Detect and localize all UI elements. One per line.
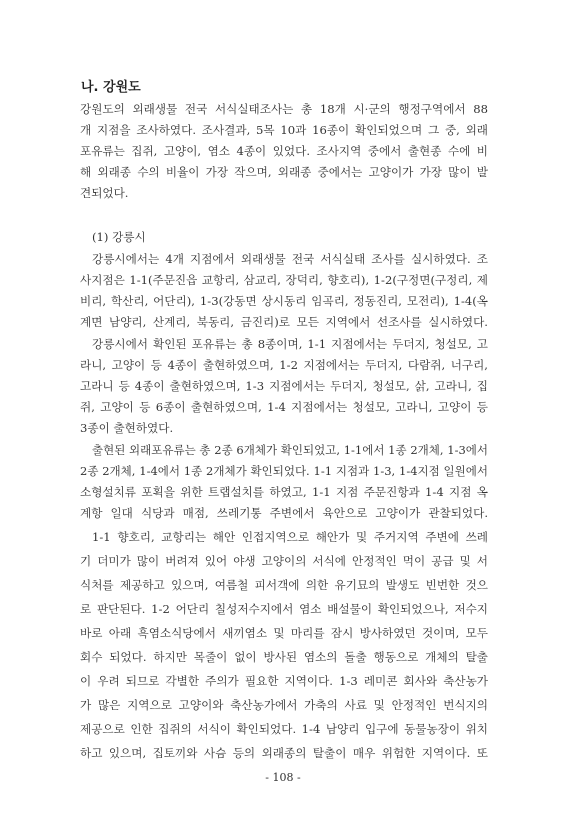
section-heading: 나. 강원도 bbox=[81, 80, 141, 95]
paragraph3-line-4: 계항 일대 식당과 매점, 쓰레기통 주변에서 육안으로 고양이가 관찰되었다. bbox=[80, 506, 488, 520]
paragraph4-line-9: 제공으로 인한 집쥐의 서식이 확인되었다. 1-4 남양리 입구에 동물농장이 위치 bbox=[80, 722, 488, 736]
paragraph4-line-8: 가 많은 지역으로 고양이와 축산농가에서 가축의 사료 및 안정적인 번식지의 bbox=[80, 698, 488, 712]
page-number: - 108 - bbox=[265, 771, 301, 784]
paragraph4-line-7: 이 우려 되므로 각별한 주의가 필요한 지역이다. 1-3 레미콘 회사와 축산농가 bbox=[80, 674, 488, 688]
summary-line-3: 포유류는 집쥐, 고양이, 염소 4종이 있었다. 조사지역 중에서 출현종 수에 비 bbox=[80, 144, 488, 158]
paragraph2-line-2: 라니, 고양이 등 4종이 출현하였으며, 1-2 지점에서는 두더지, 다람쥐, 너구리, bbox=[80, 358, 488, 372]
paragraph1-line-2: 사지점은 1-1(주문진읍 교항리, 삼교리, 장덕리, 향호리), 1-2(구정면(구정리, 제 bbox=[80, 273, 488, 287]
paragraph4-line-5: 바로 아래 흑염소식당에서 새끼염소 및 마리를 잠시 방사하였던 것이며, 모두 bbox=[80, 626, 488, 640]
summary-line-1: 강원도의 외래생물 전국 서식실태조사는 총 18개 시·군의 행정구역에서 88 bbox=[80, 102, 488, 116]
paragraph4-line-6: 회수 되었다. 하지만 목줄이 없이 방사된 염소의 돌출 행동으로 개체의 탈출 bbox=[80, 650, 488, 664]
paragraph4-line-2: 기 더미가 많이 버려져 있어 야생 고양이의 서식에 안정적인 먹이 공급 및 서 bbox=[80, 554, 488, 568]
paragraph4-line-1: 1-1 향호리, 교항리는 해안 인접지역으로 해안가 및 주거지역 주변에 쓰레 bbox=[92, 530, 488, 544]
paragraph4-line-3: 식처를 제공하고 있으며, 여름철 피서객에 의한 유기묘의 발생도 빈번한 것으 bbox=[80, 578, 488, 592]
paragraph3-line-2: 2종 2개체, 1-4에서 1종 2개체가 확인되었다. 1-1 지점과 1-3, 1-4지점 일원에서 bbox=[80, 464, 488, 478]
paragraph1-line-4: 계면 남양리, 산계리, 북동리, 금진리)로 모든 지역에서 선조사를 실시하였다. bbox=[80, 315, 488, 329]
paragraph2-line-3: 고라니 등 4종이 출현하였으며, 1-3 지점에서는 두더지, 청설모, 삵, 고라니, 집 bbox=[80, 379, 488, 393]
summary-line-2: 개 지점을 조사하였다. 조사결과, 5목 10과 16종이 확인되었으며 그 중, 외래 bbox=[80, 123, 488, 137]
paragraph2-line-4: 쥐, 고양이 등 6종이 출현하였으며, 1-4 지점에서는 청설모, 고라니, 고양이 등 bbox=[80, 400, 488, 414]
paragraph1-line-3: 비리, 학산리, 어단리), 1-3(강동면 상시동리 임곡리, 정동진리, 모전리), 1-4(옥 bbox=[80, 294, 488, 308]
subsection-heading: (1) 강릉시 bbox=[92, 230, 146, 244]
paragraph4-line-10: 하고 있으며, 집토끼와 사슴 등의 외래종의 탈출이 매우 위험한 지역이다. 또 bbox=[80, 746, 488, 760]
paragraph2-line-1: 강릉시에서 확인된 포유류는 총 8종이며, 1-1 지점에서는 두더지, 청설모, 고 bbox=[92, 337, 488, 351]
paragraph2-line-5: 3종이 출현하였다. bbox=[80, 421, 174, 435]
paragraph3-line-3: 소형설치류 포획을 위한 트랩설치를 하였고, 1-1 지점 주문진항과 1-4 지점 옥 bbox=[80, 485, 488, 499]
paragraph4-line-4: 로 판단된다. 1-2 어단리 칠성저수지에서 염소 배설물이 확인되었으나, 저수지 bbox=[80, 602, 488, 616]
summary-line-4: 해 외래종 수의 비율이 가장 작으며, 외래종 중에서는 고양이가 가장 많이 발 bbox=[80, 165, 488, 179]
paragraph1-line-1: 강릉시에서는 4개 지점에서 외래생물 전국 서식실태 조사를 실시하였다. 조 bbox=[92, 252, 488, 266]
paragraph3-line-1: 출현된 외래포유류는 총 2종 6개체가 확인되었고, 1-1에서 1종 2개체, 1-3에서 bbox=[92, 443, 488, 457]
summary-line-5: 견되었다. bbox=[80, 186, 129, 200]
